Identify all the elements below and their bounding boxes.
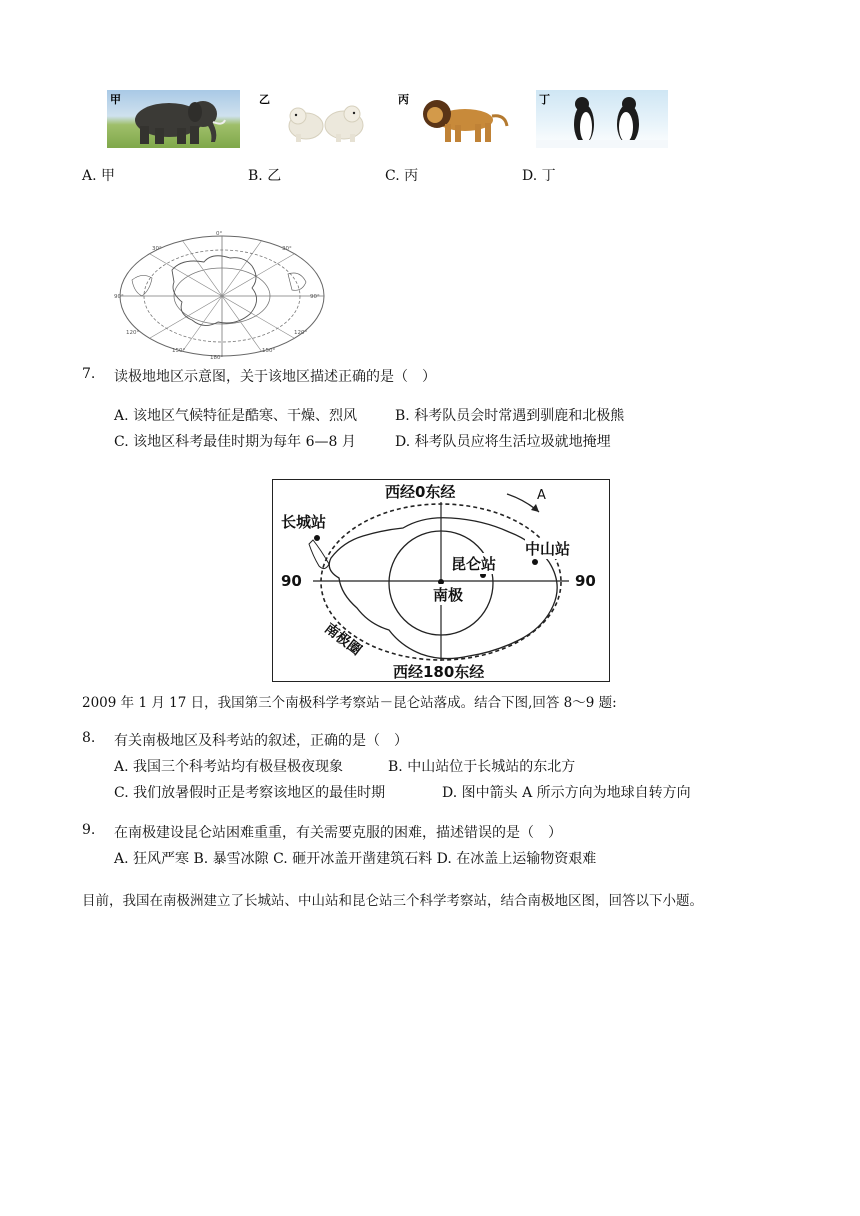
map-label-bottom: 西经180东经 <box>393 663 485 681</box>
changcheng-station-dot <box>314 535 320 541</box>
north-polar-region-map-icon <box>112 230 332 360</box>
map-label-top: 西经0东经 <box>385 483 456 501</box>
picture-label: 乙 <box>259 93 270 106</box>
antarctic-map <box>272 479 610 682</box>
svg-text:30°: 30° <box>152 246 162 252</box>
option-d: D. 丁 <box>522 168 556 184</box>
animal-picture-bing <box>395 90 515 148</box>
svg-text:150°: 150° <box>262 348 276 354</box>
q8-option-d: D. 图中箭头 A 所示方向为地球自转方向 <box>442 785 691 801</box>
closing-paragraph: 目前，我国在南极洲建立了长城站、中山站和昆仑站三个科学考察站，结合南极地区图，回答以下小题。 <box>82 893 703 909</box>
penguins-icon <box>536 90 668 148</box>
q8-number: 8. <box>82 730 96 746</box>
svg-text:30°: 30° <box>282 246 292 252</box>
q7-option-b: B. 科考队员会时常遇到驯鹿和北极熊 <box>395 408 625 424</box>
q7-option-c: C. 该地区科考最佳时期为每年 6—8 月 <box>114 434 356 450</box>
q8-option-c: C. 我们放暑假时正是考察该地区的最佳时期 <box>114 785 386 801</box>
svg-text:120°: 120° <box>126 330 140 336</box>
option-a: A. 甲 <box>82 168 116 184</box>
map-label-west-90: 90 <box>281 572 302 590</box>
lion-icon <box>395 90 515 148</box>
map-label-arrow: A <box>537 488 546 503</box>
animal-picture-yi <box>256 90 376 148</box>
q8-stem: 有关南极地区及科考站的叙述，正确的是（ ） <box>114 733 408 749</box>
map-label-kunlun: 昆仑站 <box>451 555 497 573</box>
svg-text:120°: 120° <box>294 330 308 336</box>
option-c: C. 丙 <box>385 168 419 184</box>
animal-picture-ding <box>536 90 668 148</box>
elephant-icon <box>107 90 240 148</box>
zhongshan-station-dot <box>532 559 538 565</box>
svg-text:0°: 0° <box>216 231 223 237</box>
q9-stem: 在南极建设昆仑站困难重重，有关需要克服的困难，描述错误的是（ ） <box>114 825 562 841</box>
q7-number: 7. <box>82 366 96 382</box>
intro-8-9: 2009 年 1 月 17 日，我国第三个南极科学考察站－昆仑站落成。结合下图,回答 8～9 题: <box>82 695 617 711</box>
q7-option-a: A. 该地区气候特征是酷寒、干燥、烈风 <box>114 408 358 424</box>
svg-text:90°: 90° <box>114 294 124 300</box>
q8-option-b: B. 中山站位于长城站的东北方 <box>388 759 576 775</box>
q7-option-d: D. 科考队员应将生活垃圾就地掩埋 <box>395 434 611 450</box>
picture-label: 丙 <box>398 93 409 106</box>
q9-options: A. 狂风严寒 B. 暴雪冰隙 C. 砸开冰盖开凿建筑石料 D. 在冰盖上运输物资艰难 <box>114 851 597 867</box>
map-label-pole: 南极 <box>433 586 464 604</box>
q7-stem: 读极地地区示意图，关于该地区描述正确的是（ ） <box>114 369 436 385</box>
q8-option-a: A. 我国三个科考站均有极昼极夜现象 <box>114 759 344 775</box>
picture-label: 丁 <box>539 93 550 106</box>
map-label-east-90: 90 <box>575 572 596 590</box>
map-label-zhongshan: 中山站 <box>525 540 571 558</box>
option-b: B. 乙 <box>248 168 282 184</box>
map-label-changcheng: 长城站 <box>281 513 327 531</box>
animal-picture-jia <box>107 90 240 148</box>
q9-number: 9. <box>82 822 96 838</box>
picture-label: 甲 <box>110 93 121 106</box>
svg-text:180°: 180° <box>210 355 224 360</box>
svg-text:150°: 150° <box>172 348 186 354</box>
svg-text:90°: 90° <box>310 294 320 300</box>
polar-bears-icon <box>256 90 376 148</box>
map-label-antarctic-circle: 南极圈 <box>321 620 365 659</box>
